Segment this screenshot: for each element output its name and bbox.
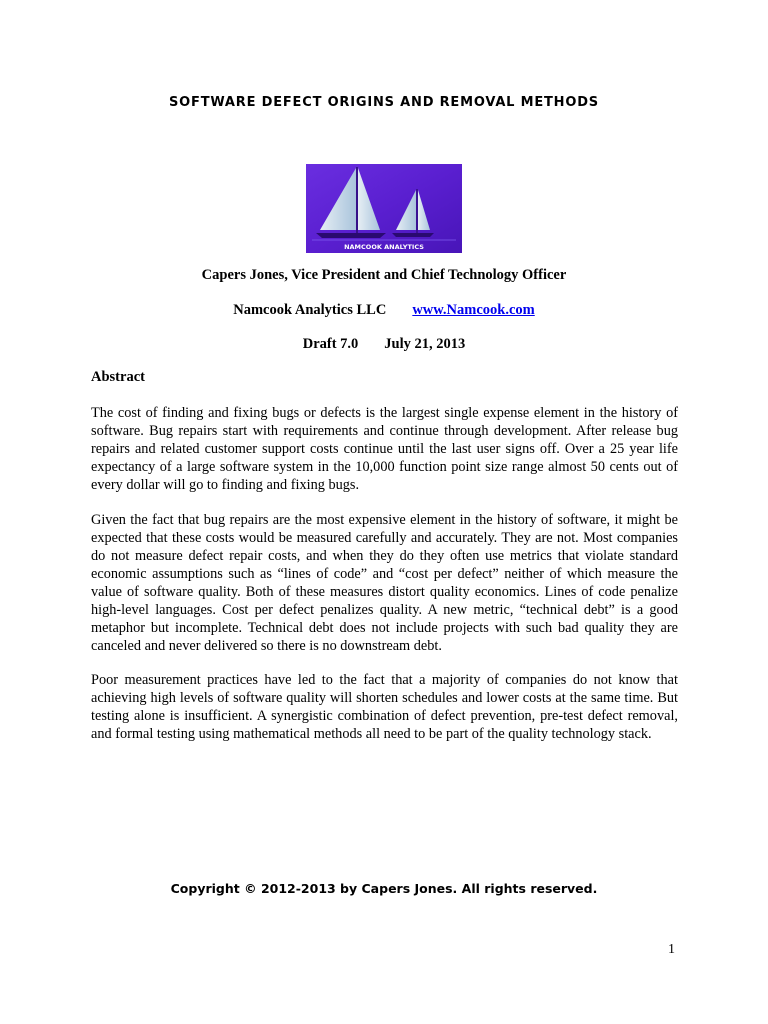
sailboats-logo bbox=[306, 164, 462, 253]
organization-line bbox=[0, 302, 768, 319]
abstract-paragraph-2: Given the fact that bug repairs are the most expensive element in the history of software, it might be expected that these costs would be measured carefully and accurately. They are not. Most companies do not measure defect repair costs, and when they do they often use metrics that violate standard economic assumptions such as “lines of code” and “cost per defect” neither of which measure the value of software quality. Both of these measures distort quality economics. Lines of code penalize high-level languages. Cost per defect penalizes quality. A new metric, “technical debt” is a good metaphor but incomplete. Technical debt does not include projects with such bad quality they are canceled and never delivered so there is no downstream debt. bbox=[91, 512, 678, 654]
page-number: 1 bbox=[668, 942, 675, 957]
author-line: Capers Jones, Vice President and Chief Technology Officer bbox=[201, 267, 567, 283]
website-link[interactable]: www.Namcook.com bbox=[412, 302, 535, 318]
abstract-heading: Abstract bbox=[91, 369, 145, 385]
copyright-notice: Copyright © 2012-2013 by Capers Jones. All rights reserved. bbox=[170, 881, 598, 896]
draft-line bbox=[0, 336, 768, 353]
abstract-paragraph-3: Poor measurement practices have led to the fact that a majority of companies do not know that achieving high levels of software quality will shorten schedules and lower costs at the same time. But testing alone is insufficient. A synergistic combination of defect prevention, pre-test defect removal, and formal testing using mathematical methods all need to be part of the quality technology stack. bbox=[91, 672, 678, 742]
draft-version: Draft 7.0 bbox=[302, 336, 359, 352]
logo-text: NAMCOOK ANALYTICS bbox=[344, 243, 424, 251]
abstract-paragraph-1: The cost of finding and fixing bugs or defects is the largest single expense element in the history of software. Bug repairs start with requirements and continue through development. After release bug repairs and related customer support costs continue until the last user signs off. Over a 25 year life expectancy of a large software system in the 10,000 function point size range almost 50 cents out of every dollar will go to finding and fixing bugs. bbox=[91, 405, 678, 493]
document-title: SOFTWARE DEFECT ORIGINS AND REMOVAL METHODS bbox=[169, 95, 599, 110]
draft-date: July 21, 2013 bbox=[384, 336, 466, 352]
organization-name: Namcook Analytics LLC bbox=[233, 302, 387, 318]
